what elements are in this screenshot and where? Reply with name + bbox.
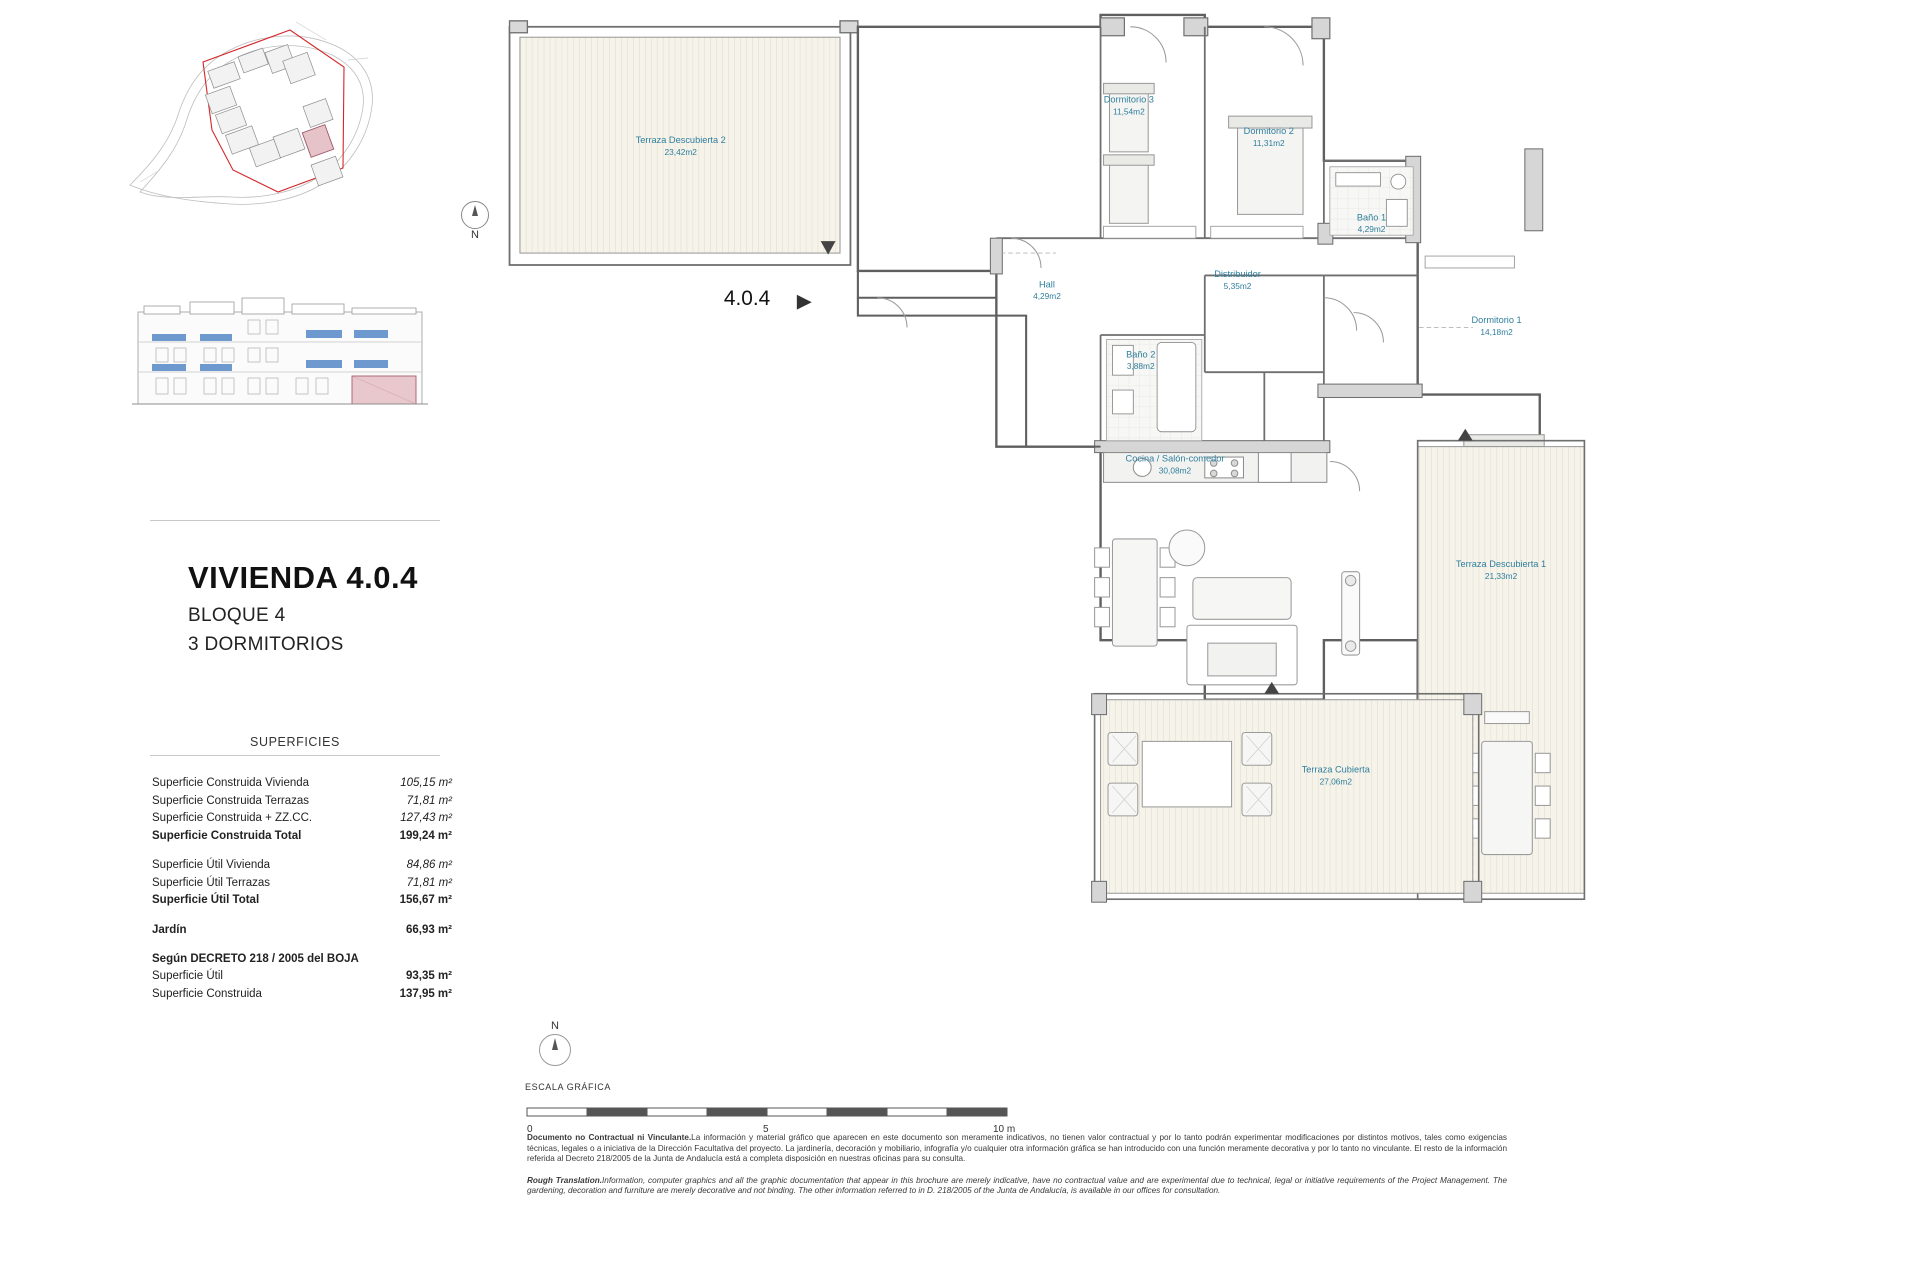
table-row bbox=[152, 810, 452, 828]
room-area: 3,88m2 bbox=[1126, 361, 1155, 372]
row-value: 105,15 m² bbox=[400, 777, 452, 789]
building-elevation-thumbnail bbox=[130, 290, 430, 415]
table-row bbox=[152, 875, 452, 893]
footer-es-text: La información y material gráfico que aparecen en este documento son meramente indicativos, no tienen valor contractual y por lo tanto podrán experimentar modificaciones por distintos motivos, tales como exigencias técnicas, legales o a iniciativa de la Dirección Facultativa del proyecto. La jardinería, decoración y mobiliario, infografía y/o cualquier otra información gráfica se han introducido con una función meramente decorativa y por lo tanto no vinculante. El resto de la información referida al Decreto 218/2005 de la Junta de Andalucía está a completa disposición en nuestras oficinas para su consulta. bbox=[527, 1133, 1507, 1164]
row-value: 127,43 m² bbox=[400, 812, 452, 824]
room-label: Terraza Descubierta 2 bbox=[635, 134, 726, 145]
room-label: Baño 2 bbox=[1126, 349, 1156, 360]
row-label: Superficie Útil Vivienda bbox=[152, 859, 271, 871]
footer-es bbox=[527, 1133, 1507, 1165]
room-area: 23,42m2 bbox=[664, 146, 697, 157]
room-label: Dormitorio 2 bbox=[1243, 125, 1294, 136]
room-label: Terraza Descubierta 1 bbox=[1455, 559, 1547, 570]
scale-tick-0: 0 bbox=[527, 1124, 533, 1135]
site-plan-thumbnail bbox=[100, 10, 420, 240]
north-label-2: N bbox=[551, 1020, 559, 1032]
room-area: 4,29m2 bbox=[1357, 224, 1386, 235]
block-label: BLOQUE 4 bbox=[188, 605, 286, 626]
row-value: 84,86 m² bbox=[406, 859, 452, 871]
room-area: 5,35m2 bbox=[1223, 280, 1252, 291]
row-label: Superficie Construida Terrazas bbox=[152, 794, 310, 807]
row-label: Superficie Construida + ZZ.CC. bbox=[152, 812, 313, 824]
room-label: Cocina / Salón-comedor bbox=[1125, 453, 1225, 464]
row-label: Superficie Útil Terrazas bbox=[152, 876, 271, 889]
room-area: 14,18m2 bbox=[1480, 326, 1513, 337]
room-area: 27,06m2 bbox=[1319, 776, 1352, 787]
divider-top bbox=[150, 520, 440, 521]
row-label: Superficie Útil Total bbox=[152, 894, 260, 906]
decreto-title: Según DECRETO 218 / 2005 del BOJA bbox=[152, 953, 359, 965]
table-row bbox=[152, 793, 452, 811]
footer-es-bold: Documento no Contractual ni Vinculante. bbox=[527, 1133, 692, 1142]
room-area: 4,29m2 bbox=[1033, 291, 1061, 302]
table-row bbox=[152, 892, 452, 910]
room-label: Hall bbox=[1039, 279, 1055, 290]
room-area: 11,54m2 bbox=[1112, 106, 1145, 117]
row-label: Superficie Construida bbox=[152, 987, 262, 1000]
surfaces-table bbox=[152, 775, 452, 1003]
site-plan-highlight bbox=[302, 125, 333, 158]
table-row bbox=[152, 968, 452, 986]
row-value: 71,81 m² bbox=[406, 876, 452, 889]
table-row bbox=[152, 922, 452, 940]
room-label: Dormitorio 1 bbox=[1471, 315, 1522, 326]
room-area: 21,33m2 bbox=[1484, 571, 1518, 582]
row-value: 71,81 m² bbox=[406, 794, 452, 807]
scale-tick-2: 10 m bbox=[993, 1124, 1016, 1135]
row-value: 199,24 m² bbox=[399, 829, 452, 842]
surfaces-heading: SUPERFICIES bbox=[250, 735, 340, 749]
footer-en bbox=[527, 1176, 1507, 1197]
unit-tag bbox=[724, 287, 812, 310]
room-label: Dormitorio 3 bbox=[1103, 94, 1154, 105]
bedrooms-label: 3 DORMITORIOS bbox=[188, 634, 344, 655]
room-label: Distribuidor bbox=[1214, 268, 1261, 279]
row-label: Superficie Construida Vivienda bbox=[152, 777, 310, 789]
row-value: 137,95 m² bbox=[399, 987, 452, 1000]
footer-en-bold: Rough Translation. bbox=[527, 1175, 602, 1185]
north-label: N bbox=[471, 229, 479, 241]
room-area: 30,08m2 bbox=[1158, 465, 1192, 476]
unit-tag-label: 4.0.4 bbox=[723, 287, 771, 311]
row-label: Superficie Construida Total bbox=[152, 829, 302, 842]
legal-footer bbox=[527, 1133, 1507, 1197]
room-area: 11,31m2 bbox=[1252, 137, 1285, 148]
scale-tick-1: 5 bbox=[763, 1124, 769, 1135]
row-value: 66,93 m² bbox=[405, 923, 452, 936]
north-arrow-plan bbox=[525, 1020, 585, 1066]
scale-caption: ESCALA GRÁFICA bbox=[525, 1082, 611, 1092]
room-label: Baño 1 bbox=[1356, 212, 1387, 223]
table-row bbox=[152, 986, 452, 1004]
table-row bbox=[152, 828, 452, 846]
page-title: VIVIENDA 4.0.4 bbox=[188, 560, 418, 595]
compass-circle-2 bbox=[539, 1034, 571, 1066]
elevation-highlight bbox=[352, 376, 416, 404]
row-label: Superficie Útil bbox=[152, 970, 223, 982]
row-label: Jardín bbox=[152, 923, 187, 936]
floor-plan-drawing bbox=[430, 0, 1920, 1280]
footer-en-text: Information, computer graphics and all the graphic documentation that appear in this brochure are merely indicative, have no contractual value and are experimental due to technical, legal or initiative requirements of the Project Management. The gardening, decoration and furniture are merely decorative and not binding. The other information referred to in D. 218/2005 of the Junta de Andalucía, is available in our offices for consultation. bbox=[527, 1175, 1507, 1196]
row-value: 156,67 m² bbox=[399, 894, 452, 906]
table-row bbox=[152, 857, 452, 875]
room-label: Terraza Cubierta bbox=[1301, 764, 1370, 775]
surfaces-divider bbox=[150, 755, 440, 756]
row-value: 93,35 m² bbox=[405, 970, 452, 982]
info-column bbox=[60, 0, 479, 1280]
table-row bbox=[152, 775, 452, 793]
